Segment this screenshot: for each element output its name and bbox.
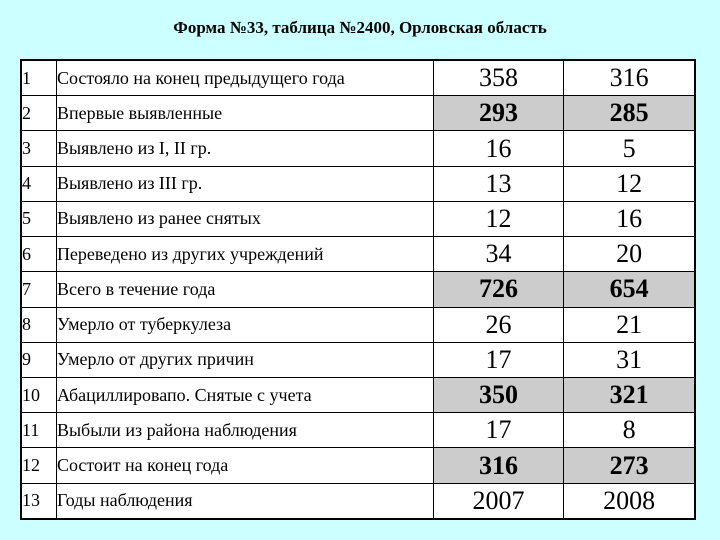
value-2007: 16	[433, 131, 564, 166]
row-number: 6	[21, 237, 56, 272]
value-2007: 12	[433, 201, 564, 236]
row-label: Состояло на конец предыдущего года	[56, 60, 433, 96]
row-number: 7	[21, 272, 56, 307]
row-number: 5	[21, 201, 56, 236]
value-2008: 12	[564, 166, 695, 201]
row-label: Выявлено из I, II гр.	[56, 131, 433, 166]
row-number: 12	[21, 448, 56, 483]
table-row	[21, 448, 695, 483]
value-2008: 2008	[564, 483, 695, 519]
row-label: Впервые выявленные	[56, 96, 433, 131]
value-2007: 13	[433, 166, 564, 201]
value-2008: 654	[564, 272, 695, 307]
value-2007: 350	[433, 377, 564, 412]
row-number: 4	[21, 166, 56, 201]
row-label: Умерло от туберкулеза	[56, 307, 433, 342]
table-row	[21, 413, 695, 448]
row-number: 2	[21, 96, 56, 131]
value-2007: 2007	[433, 483, 564, 519]
row-number: 3	[21, 131, 56, 166]
table-row	[21, 272, 695, 307]
value-2007: 726	[433, 272, 564, 307]
value-2008: 20	[564, 237, 695, 272]
row-label: Состоит на конец года	[56, 448, 433, 483]
value-2008: 16	[564, 201, 695, 236]
value-2008: 31	[564, 342, 695, 377]
row-number: 10	[21, 377, 56, 412]
table-row	[21, 342, 695, 377]
row-label: Всего в течение года	[56, 272, 433, 307]
value-2008: 21	[564, 307, 695, 342]
table-row	[21, 60, 695, 96]
value-2008: 8	[564, 413, 695, 448]
value-2008: 273	[564, 448, 695, 483]
table-row	[21, 377, 695, 412]
row-label: Годы наблюдения	[56, 483, 433, 519]
table-row	[21, 237, 695, 272]
row-label: Абациллировапо. Снятые с учета	[56, 377, 433, 412]
value-2007: 358	[433, 60, 564, 96]
table-row	[21, 131, 695, 166]
table-row	[21, 307, 695, 342]
row-label: Выбыли из района наблюдения	[56, 413, 433, 448]
row-label: Выявлено из III гр.	[56, 166, 433, 201]
value-2008: 285	[564, 96, 695, 131]
row-number: 8	[21, 307, 56, 342]
row-number: 1	[21, 60, 56, 96]
value-2007: 17	[433, 342, 564, 377]
row-label: Умерло от других причин	[56, 342, 433, 377]
value-2007: 316	[433, 448, 564, 483]
table-row	[21, 166, 695, 201]
value-2007: 293	[433, 96, 564, 131]
value-2008: 321	[564, 377, 695, 412]
row-number: 9	[21, 342, 56, 377]
row-label: Выявлено из ранее снятых	[56, 201, 433, 236]
row-number: 13	[21, 483, 56, 519]
page-title: Форма №33, таблица №2400, Орловская область	[173, 18, 547, 37]
table-row	[21, 483, 695, 519]
row-label: Переведено из других учреждений	[56, 237, 433, 272]
value-2007: 34	[433, 237, 564, 272]
row-number: 11	[21, 413, 56, 448]
value-2007: 17	[433, 413, 564, 448]
table-body	[21, 60, 695, 519]
statistics-table	[20, 59, 696, 520]
value-2008: 316	[564, 60, 695, 96]
value-2008: 5	[564, 131, 695, 166]
table-row	[21, 96, 695, 131]
value-2007: 26	[433, 307, 564, 342]
table-row	[21, 201, 695, 236]
